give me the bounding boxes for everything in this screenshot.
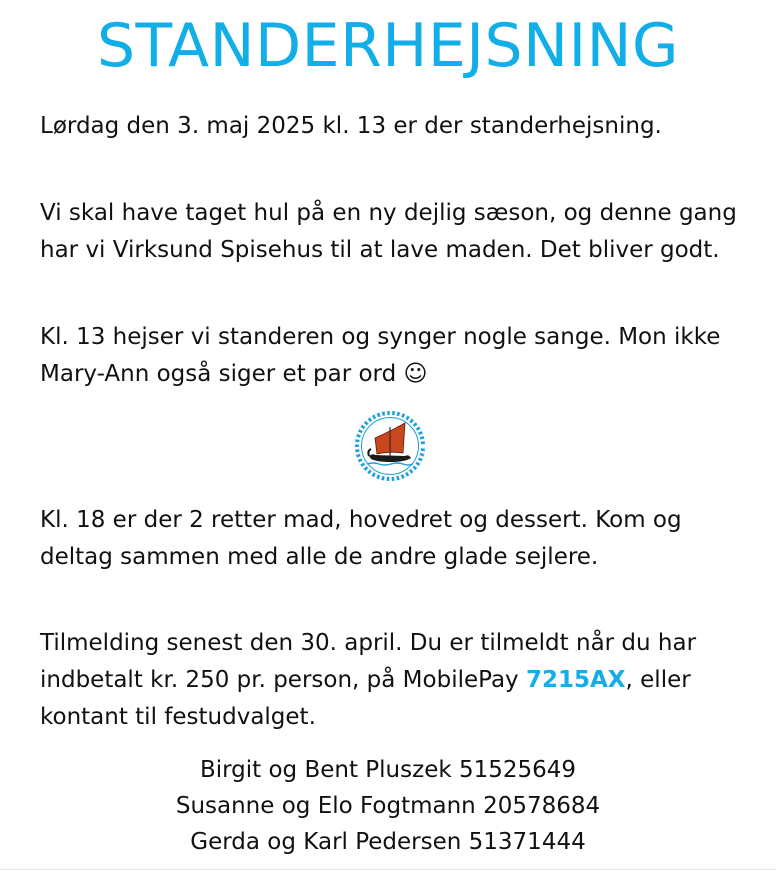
contact-line: Susanne og Elo Fogtmann 20578684 — [175, 793, 601, 819]
flag-raising-paragraph: Kl. 13 hejser vi standeren og synger nogle sange. Mon ikke Mary-Ann også siger et par ord ☺ — [40, 324, 721, 387]
contact-list — [0, 752, 776, 860]
intro-paragraph: Lørdag den 3. maj 2025 kl. 13 er der standerhejsning. — [40, 113, 662, 139]
divider — [0, 869, 776, 870]
mobilepay-code: 7215AX — [525, 667, 626, 693]
dinner-paragraph: Kl. 18 er der 2 retter mad, hovedret og dessert. Kom og deltag sammen med alle de andre glade sejlere. — [40, 507, 682, 570]
contact-line: Birgit og Bent Pluszek 51525649 — [199, 757, 577, 783]
registration-text-end: , eller kontant til festudvalget. — [40, 667, 691, 730]
viking-ship-emblem-icon — [353, 409, 427, 483]
season-paragraph: Vi skal have taget hul på en ny dejlig sæson, og denne gang har vi Virksund Spisehus til at lave maden. Det bliver godt. — [40, 200, 737, 263]
registration-text: Tilmelding senest den 30. april. Du er tilmeldt når du har indbetalt kr. 250 pr. person, på MobilePay — [40, 630, 697, 693]
contact-line: Gerda og Karl Pedersen 51371444 — [190, 829, 586, 855]
page-title: STANDERHEJSNING — [96, 11, 680, 81]
registration-paragraph — [40, 625, 740, 736]
